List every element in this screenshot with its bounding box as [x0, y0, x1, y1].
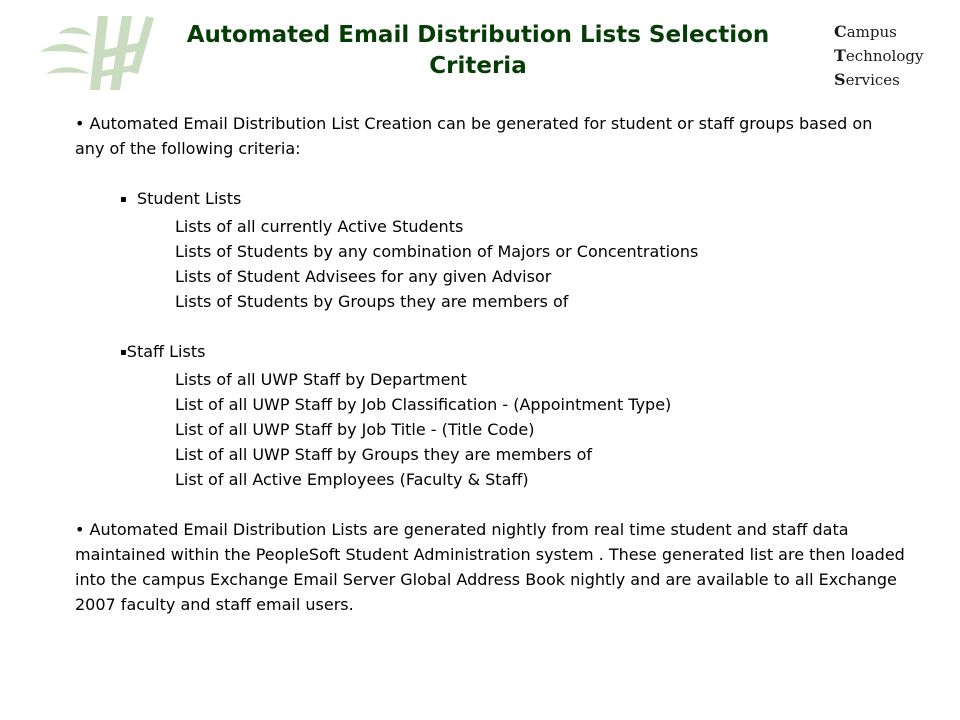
brand-text	[834, 20, 923, 92]
square-bullet-icon: ▪	[120, 347, 127, 358]
list-item: Lists of Students by any combination of Majors or Concentrations	[175, 242, 699, 261]
bullet-icon: •	[75, 114, 85, 133]
list-item: List of all UWP Staff by Job Title - (Title Code)	[175, 420, 535, 439]
list-item: Lists of Student Advisees for any given Advisor	[175, 267, 552, 286]
closing-text: Automated Email Distribution Lists are generated nightly from real time student and staff data maintained within the PeopleSoft Student Administration system . These generated list are then loaded into the campus Exchange Email Server Global Address Book nightly and are available to all Exchange 2007 faculty and staff email users.	[75, 520, 905, 614]
section-heading-text: Student Lists	[136, 189, 242, 208]
square-bullet-icon: ▪	[120, 194, 127, 205]
section-heading-student	[75, 186, 905, 214]
brand-line-campus: Campus	[834, 22, 897, 41]
spacer	[75, 492, 905, 517]
section-heading-text: Staff Lists	[126, 342, 206, 361]
section-heading-staff	[75, 339, 905, 367]
bullet-icon: •	[75, 520, 85, 539]
logo-leaf-icon	[38, 12, 156, 92]
page-title: Automated Email Distribution Lists Selection Criteria	[186, 22, 770, 79]
list-item: List of all UWP Staff by Groups they are members of	[175, 445, 593, 464]
spacer	[75, 314, 905, 339]
list-item: List of all UWP Staff by Job Classification - (Appointment Type)	[175, 395, 672, 414]
list-item: List of all Active Employees (Faculty & Staff)	[175, 470, 529, 489]
slide-content	[75, 111, 905, 617]
intro-paragraph	[75, 111, 905, 161]
closing-paragraph	[75, 517, 905, 617]
intro-text: Automated Email Distribution List Creation can be generated for student or staff groups based on any of the following criteria:	[75, 114, 873, 158]
brand-line-technology: Technology	[834, 46, 924, 65]
list-item: Lists of all UWP Staff by Department	[175, 370, 467, 389]
list-item: Lists of all currently Active Students	[175, 217, 464, 236]
list-item: Lists of Students by Groups they are members of	[175, 292, 569, 311]
brand-line-services: Services	[834, 70, 900, 89]
spacer	[75, 161, 905, 186]
